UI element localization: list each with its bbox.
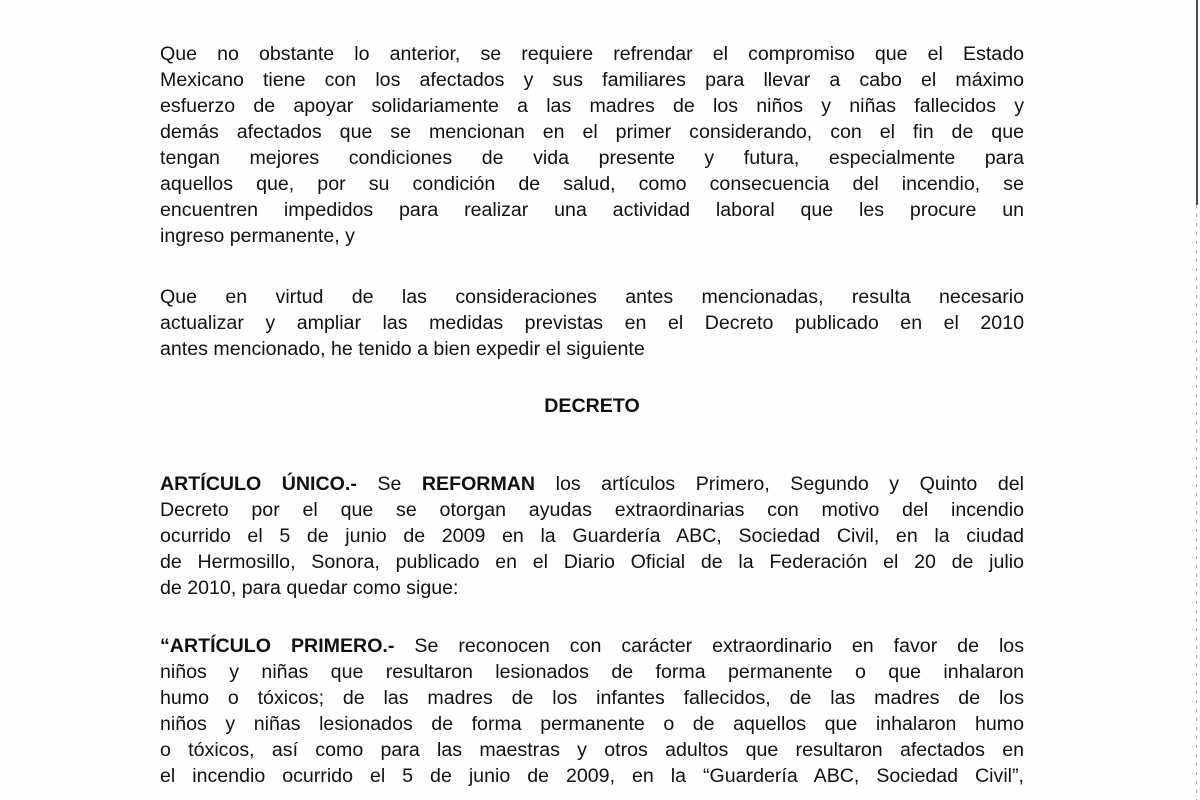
- text-line: [160, 737, 1024, 763]
- decree-heading: DECRETO: [544, 395, 640, 417]
- text-run: de 2010, para quedar como sigue:: [160, 577, 459, 599]
- text-run: demás afectados que se mencionan en el primer considerando, con el fin de que: [160, 121, 1024, 143]
- text-run: de Hermosillo, Sonora, publicado en el Diario Oficial de la Federación el 20 de julio: [160, 551, 1024, 573]
- text-line: [160, 197, 1024, 223]
- text-line: [160, 497, 1024, 523]
- text-run: Se: [356, 473, 422, 495]
- text-line: [160, 659, 1024, 685]
- text-line: [160, 171, 1024, 197]
- text-line: [160, 119, 1024, 145]
- text-run: actualizar y ampliar las medidas previstas en el Decreto publicado en el 2010: [160, 312, 1024, 334]
- text-run: o tóxicos, así como para las maestras y otros adultos que resultaron afectados en: [160, 739, 1024, 761]
- text-line: [160, 336, 1024, 362]
- text-line: [160, 223, 1024, 249]
- text-line: [160, 41, 1024, 67]
- text-line: [160, 310, 1024, 336]
- text-run: niños y niñas lesionados de forma permanente o de aquellos que inhalaron humo: [160, 713, 1024, 735]
- text-line: [160, 67, 1024, 93]
- text-run: Se reconocen con carácter extraordinario en favor de los: [394, 635, 1024, 657]
- bold-text-run: “ARTÍCULO PRIMERO.-: [160, 635, 395, 657]
- bold-text-run: REFORMAN: [421, 473, 536, 495]
- text-line: [160, 685, 1024, 711]
- text-line: [160, 549, 1024, 575]
- text-run: encuentren impedidos para realizar una actividad laboral que les procure un: [160, 199, 1024, 221]
- text-run: niños y niñas que resultaron lesionados de forma permanente o que inhalaron: [160, 661, 1024, 683]
- text-run: ocurrido el 5 de junio de 2009 en la Guardería ABC, Sociedad Civil, en la ciudad: [160, 525, 1024, 547]
- text-line: [160, 471, 1024, 497]
- text-line: [160, 575, 1024, 601]
- text-line: [160, 763, 1024, 789]
- scan-edge-line: [1196, 0, 1198, 205]
- text-run: Decreto por el que se otorgan ayudas extraordinarias con motivo del incendio: [160, 499, 1024, 521]
- text-run: Que no obstante lo anterior, se requiere refrendar el compromiso que el Estado: [160, 43, 1024, 65]
- text-line: [160, 633, 1024, 659]
- scan-edge-dotted-line: [1196, 205, 1197, 800]
- text-run: Mexicano tiene con los afectados y sus familiares para llevar a cabo el máximo: [160, 69, 1024, 91]
- text-line: [160, 93, 1024, 119]
- text-run: humo o tóxicos; de las madres de los infantes fallecidos, de las madres de los: [160, 687, 1024, 709]
- paragraph-considerando-2: [160, 284, 1024, 362]
- paragraph-considerando-1: [160, 41, 1024, 249]
- text-run: esfuerzo de apoyar solidariamente a las madres de los niños y niñas fallecidos y: [160, 95, 1024, 117]
- text-run: aquellos que, por su condición de salud, como consecuencia del incendio, se: [160, 173, 1024, 195]
- text-run: el incendio ocurrido el 5 de junio de 2009, en la “Guardería ABC, Sociedad Civil”,: [160, 765, 1024, 787]
- text-line: [160, 523, 1024, 549]
- text-run: Que en virtud de las consideraciones antes mencionadas, resulta necesario: [160, 286, 1024, 308]
- paragraph-articulo-unico: [160, 471, 1024, 601]
- bold-text-run: ARTÍCULO ÚNICO.-: [160, 473, 357, 495]
- paragraph-articulo-primero: [160, 633, 1024, 789]
- text-line: [160, 145, 1024, 171]
- text-line: [160, 284, 1024, 310]
- text-run: los artículos Primero, Segundo y Quinto del: [535, 473, 1024, 495]
- text-line: [160, 711, 1024, 737]
- text-run: tengan mejores condiciones de vida presente y futura, especialmente para: [160, 147, 1024, 169]
- text-run: antes mencionado, he tenido a bien expedir el siguiente: [160, 338, 645, 360]
- text-run: ingreso permanente, y: [160, 225, 355, 247]
